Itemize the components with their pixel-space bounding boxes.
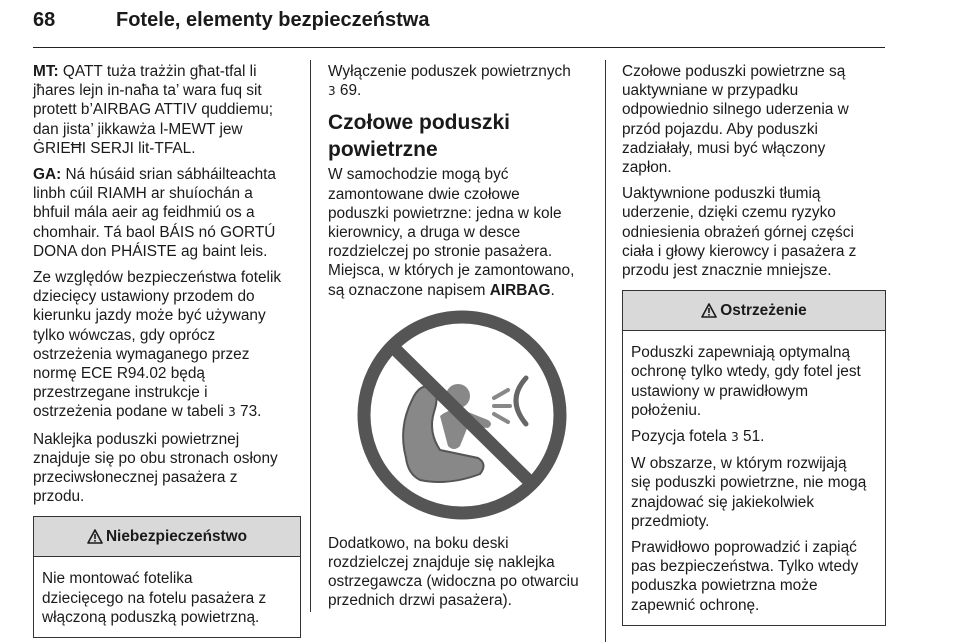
warning-triangle-icon [87,529,103,544]
column-divider [605,60,606,642]
ga-label: GA: [33,166,62,184]
column-2 [328,62,596,618]
maltese-warning [33,62,301,158]
danger-box [33,516,301,638]
mt-label: MT: [33,63,59,80]
page-ref-icon: 3 [228,405,236,420]
airbag-label-paragraph: Naklejka poduszki powietrznej znajduje się po obu stronach osłony przeciwsłonecznej pasażera z przodu. [33,430,278,506]
section-heading: Czołowe poduszki powietrzne [328,111,511,162]
caution-text-2: Pozycja fotela 3 51. [631,428,765,446]
page-ref-link[interactable]: 69. [339,82,362,100]
ga-text: Ná húsáid srian sábháilteachta linbh cúil RIAMH ar shuíochán a bhfuil mála aeir ag feidhmiú os a chomhair. Tá baol BÁIS nó GORTÚ DONA don PHÁISTE ag baint leis. [33,166,276,260]
front-airbags-paragraph: W samochodzie mogą być zamontowane dwie czołowe poduszki powietrzne: jedna w kole kierownicy, a druga w desce rozdzielczej po stronie pasażera. Miejsca, w których je zamontowano, są oznaczone napisem AIRBAG. [328,166,575,299]
mt-text: QATT tuża trażżin għat-tfal li jħares lejn in-naħa ta’ wara fuq sit protett b’AIRBAG ATTIV quddiemu; dan jista’ jikkawża l-MEWT jew ĠRIEĦI SERJI lit-TFAL. [33,63,274,157]
caution-text-3: W obszarze, w którym rozwijają się poduszki powietrzne, nie mogą znajdować się jakiekolwiek przedmioty. [631,455,867,530]
airbag-label-text: AIRBAG [489,281,551,299]
page-header [33,8,885,48]
caution-text-4: Prawidłowo poprowadzić i zapiąć pas bezpieczeństwa. Tylko wtedy poduszka powietrzna może zapewnić ochronę. [631,539,859,614]
danger-title: Niebezpieczeństwo [105,528,248,546]
irish-warning [33,165,301,261]
caution-text-1: Poduszki zapewniają optymalną ochronę tylko wtedy, gdy fotel jest ustawiony w prawidłowym położeniu. [631,344,861,419]
column-3 [622,62,886,626]
caution-box [622,290,886,626]
page-number: 68 [33,9,56,31]
page-ref-icon: 3 [328,84,336,99]
no-rear-facing-child-seat-icon [328,308,596,523]
danger-text: Nie montować fotelika dziecięcego na fotelu pasażera z włączoną poduszką powietrzną. [42,570,267,626]
danger-header [34,517,300,557]
activation-paragraph: Czołowe poduszki powietrzne są uaktywniane w przypadku odpowiednio silnego uderzenia w przód pojazdu. Aby poduszki zadziałały, musi być włączony zapłon. [622,63,849,177]
page-ref-link[interactable]: 73. [240,403,262,421]
warning-triangle-icon [701,303,717,318]
deactivation-ref-paragraph: Wyłączenie poduszek powietrznych 3 69. [328,63,571,100]
protection-paragraph: Uaktywnione poduszki tłumią uderzenie, dzięki czemu ryzyko odniesienia obrażeń górnej części ciała i głowy kierowcy i pasażera z przodu jest znacznie mniejsze. [622,185,857,280]
page-ref-icon: 3 [731,430,739,445]
column-divider [310,60,311,612]
page-title: Fotele, elementy bezpieczeństwa [116,9,430,31]
caution-header [623,291,885,331]
child-seat-paragraph: Ze względów bezpieczeństwa fotelik dziecięcy ustawiony przodem do kierunku jazdy może być używany tylko wówczas, gdy oprócz ostrzeżenia wymaganego przez normę ECE R94.02 będą przestrzegane instrukcje i ostrzeżenia podane w tabeli 3 73. [33,269,282,421]
warning-sticker-paragraph: Dodatkowo, na boku deski rozdzielczej znajduje się naklejka ostrzegawcza (widoczna po otwarciu przednich drzwi pasażera). [328,534,579,610]
column-1 [33,62,301,638]
caution-title: Ostrzeżenie [720,302,807,320]
page-ref-link[interactable]: 51. [743,428,765,446]
